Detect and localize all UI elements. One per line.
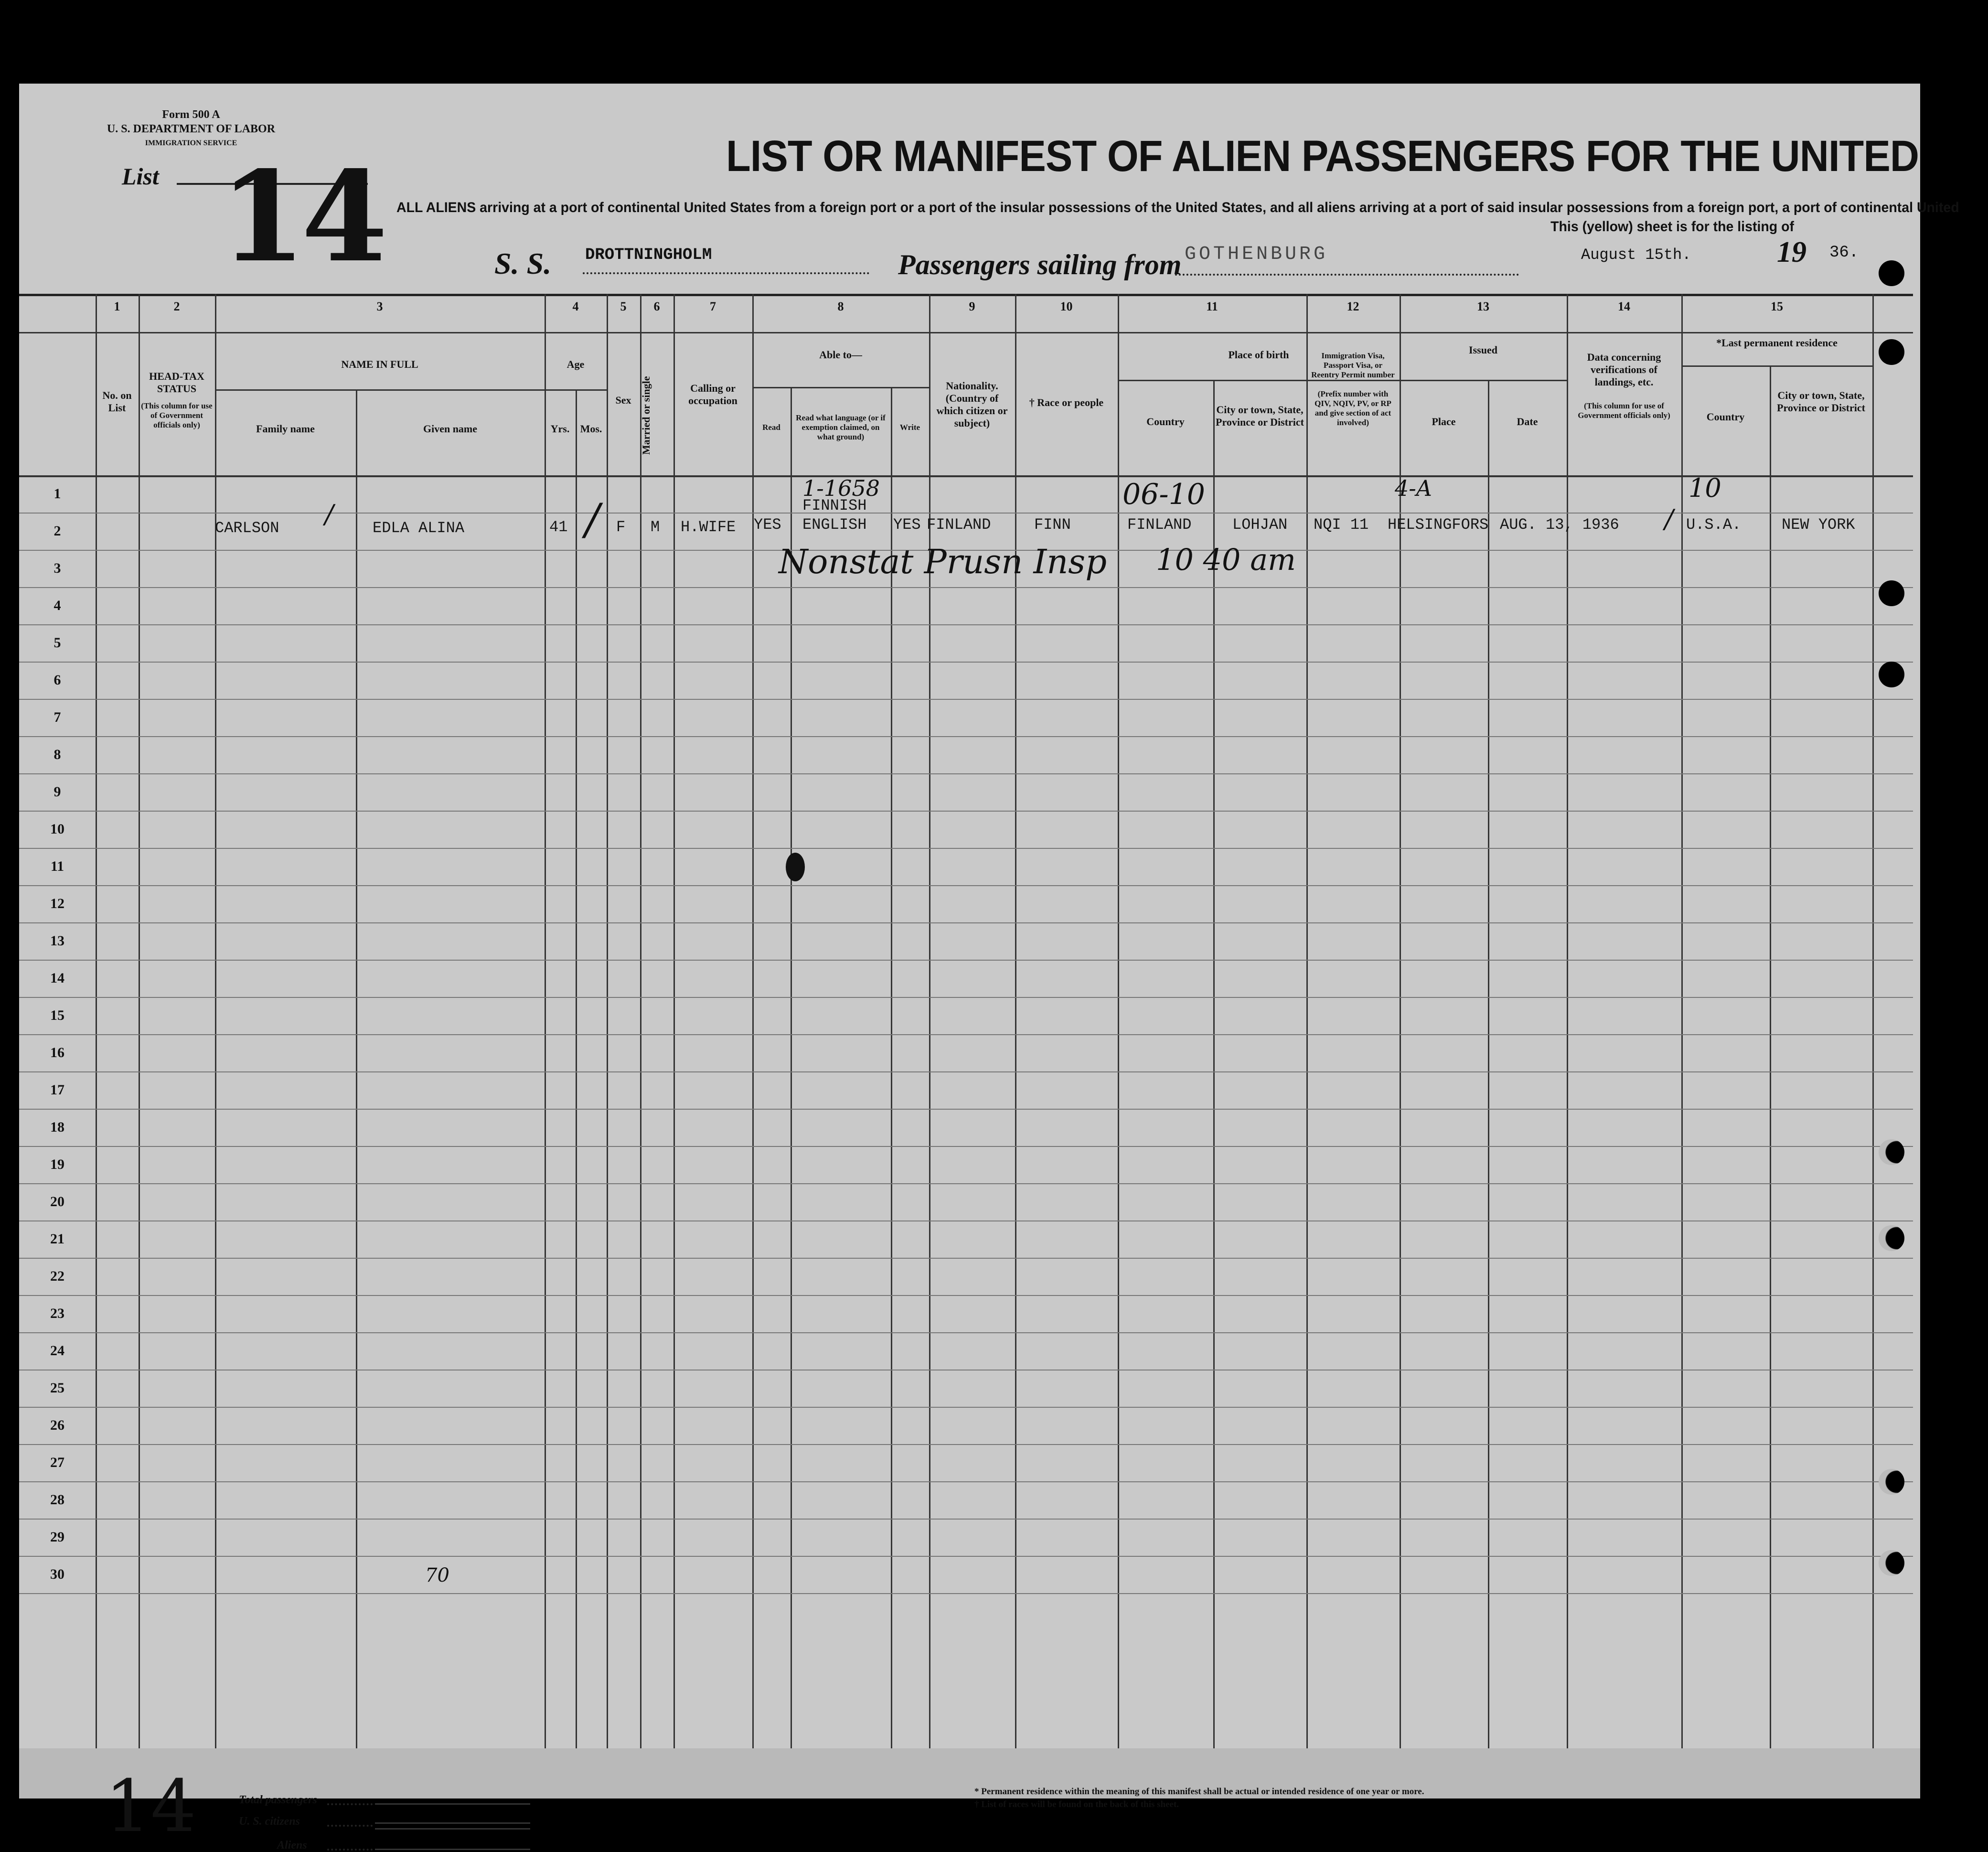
- punch-hole: [1879, 580, 1904, 606]
- list-number: 14: [220, 144, 383, 290]
- row-number: 30: [50, 1566, 64, 1582]
- handwritten-time: 10 40 am: [1156, 542, 1296, 577]
- header-calling: Calling or occupation: [688, 382, 737, 407]
- handwritten-issued-code: 4-A: [1395, 475, 1432, 501]
- row-number: 22: [50, 1268, 64, 1284]
- column-number: 11: [1206, 300, 1218, 313]
- row-rule: [19, 997, 1913, 998]
- entry-residence-country: U.S.A.: [1686, 516, 1742, 534]
- subtext-line-2: This (yellow) sheet is for the listing of: [1550, 219, 1794, 235]
- column-rule: [1567, 294, 1568, 1748]
- year-prefix: 19: [1777, 236, 1806, 268]
- row-number: 16: [50, 1045, 64, 1060]
- entry-sex: F: [616, 518, 626, 536]
- birth-subheader-rule: [1118, 380, 1400, 381]
- column-number: 9: [969, 300, 975, 313]
- column-rule: [929, 294, 930, 1748]
- row-number: 18: [50, 1119, 64, 1135]
- entry-issued-place: HELSINGFORS: [1388, 516, 1489, 534]
- entry-read: YES: [754, 516, 781, 534]
- row-number: 20: [50, 1194, 64, 1210]
- handwritten-tick: /: [325, 499, 334, 529]
- column-rule: [1213, 380, 1215, 1748]
- row-rule: [19, 1071, 1913, 1072]
- service-name: IMMIGRATION SERVICE: [145, 139, 237, 147]
- column-rule: [356, 389, 357, 1748]
- header-married-single: Married or single: [640, 376, 652, 455]
- issued-subheader-rule: [1400, 380, 1567, 381]
- age-subheader-rule: [545, 389, 607, 391]
- row-rule: [19, 513, 1913, 514]
- title-subtext: [396, 198, 1959, 236]
- column-rule: [139, 294, 140, 1748]
- row-number: 9: [53, 784, 61, 800]
- row-number: 23: [50, 1306, 64, 1321]
- header-nationality: Nationality. (Country of which citizen or subject): [936, 380, 1008, 429]
- column-number: 7: [710, 300, 716, 313]
- entry-occupation: H.WIFE: [681, 518, 736, 536]
- column-number: 15: [1771, 300, 1783, 313]
- form-number: Form 500 A: [162, 108, 220, 121]
- row-number: 25: [50, 1380, 64, 1396]
- column-rule: [1681, 294, 1683, 1748]
- row-number: 17: [50, 1082, 64, 1098]
- entry-visa: NQI 11: [1314, 516, 1369, 534]
- column-number: 14: [1618, 300, 1630, 313]
- handwritten-tick: /: [1665, 504, 1674, 534]
- row-rule: [19, 1407, 1913, 1408]
- row-rule: [19, 1109, 1913, 1110]
- footnote-residence: * Permanent residence within the meaning of this manifest shall be actual or intended residence of one year or more.: [974, 1787, 1424, 1797]
- punch-hole: [1879, 662, 1904, 687]
- row-rule: [19, 960, 1913, 961]
- row-number: 2: [53, 523, 61, 539]
- footer-dots: [327, 1803, 373, 1805]
- footer-strip: [19, 1748, 1920, 1798]
- header-issued-place: Place: [1432, 416, 1456, 428]
- entry-residence-city: NEW YORK: [1782, 516, 1855, 534]
- column-rule: [1770, 365, 1771, 1748]
- row-number: 6: [53, 672, 61, 688]
- row-number: 13: [50, 933, 64, 949]
- row-rule: [19, 736, 1913, 737]
- header-no-on-list: No. on List: [102, 389, 132, 414]
- column-rule: [673, 294, 675, 1748]
- us-citizens-label: U. S. citizens: [239, 1815, 300, 1828]
- column-number-rule: [19, 332, 1913, 333]
- footnote-races: † List of races will be found on the back of this sheet.: [974, 1799, 1179, 1809]
- column-number: 2: [173, 300, 180, 313]
- row-number: 11: [50, 858, 64, 874]
- footer-line: [375, 1822, 530, 1824]
- header-read-language: Read what language (or if exemption claimed, on what ground): [796, 413, 886, 441]
- column-rule: [1015, 294, 1016, 1748]
- header-family-name: Family name: [256, 423, 315, 435]
- row-rule: [19, 1556, 1913, 1557]
- column-number: 13: [1477, 300, 1489, 313]
- entry-race: FINN: [1034, 516, 1071, 534]
- row-rule: [19, 624, 1913, 625]
- header-last-residence: *Last permanent residence: [1716, 337, 1838, 349]
- row-number: 29: [50, 1529, 64, 1545]
- header-sex: Sex: [615, 394, 631, 406]
- footer-dots: [327, 1825, 373, 1827]
- port-rule: [1175, 274, 1519, 276]
- header-given-name: Given name: [423, 423, 478, 435]
- row-number: 4: [53, 598, 61, 613]
- row-rule: [19, 1519, 1913, 1520]
- column-number: 4: [572, 300, 579, 313]
- year-suffix: 36.: [1829, 244, 1859, 262]
- header-age-months: Mos.: [580, 423, 602, 435]
- row-rule: [19, 1258, 1913, 1259]
- departure-port: GOTHENBURG: [1185, 244, 1328, 265]
- column-rule: [1400, 294, 1401, 1748]
- header-residence-city: City or town, State, Province or District: [1777, 389, 1865, 414]
- able-subheader-rule: [752, 387, 929, 388]
- row-rule: [19, 773, 1913, 774]
- row-rule: [19, 587, 1913, 588]
- row-rule: [19, 1481, 1913, 1482]
- department-name: U. S. DEPARTMENT OF LABOR: [107, 123, 276, 135]
- column-rule: [545, 294, 546, 1748]
- column-number: 5: [620, 300, 627, 313]
- ship-name: DROTTNINGHOLM: [585, 246, 712, 264]
- entry-birth-country: FINLAND: [1127, 516, 1192, 534]
- header-bottom-rule: [19, 475, 1913, 477]
- row-rule: [19, 1220, 1913, 1221]
- sailing-date: August 15th.: [1581, 246, 1691, 264]
- residence-subheader-rule: [1681, 365, 1872, 367]
- header-write: Write: [899, 423, 920, 432]
- row-rule: [19, 1183, 1913, 1184]
- header-issued: Issued: [1469, 344, 1497, 356]
- header-residence-country: Country: [1706, 411, 1745, 423]
- column-rule: [576, 389, 577, 1748]
- total-passengers-label: Total passengers: [239, 1794, 317, 1806]
- list-label: List: [122, 163, 159, 190]
- header-visa: Immigration Visa, Passport Visa, or Reentry Permit number: [1311, 351, 1395, 379]
- column-rule: [1306, 294, 1308, 1748]
- handwritten-residence-code: 10: [1689, 473, 1721, 503]
- entry-issued-date: AUG. 13, 1936: [1500, 516, 1619, 534]
- header-able-to: Able to—: [819, 349, 862, 361]
- row-rule: [19, 1034, 1913, 1035]
- footer-line: [375, 1803, 530, 1805]
- row-number: 15: [50, 1007, 64, 1023]
- row-number: 24: [50, 1343, 64, 1359]
- row-number: 12: [50, 896, 64, 911]
- punch-hole: [1879, 1225, 1904, 1251]
- row-rule: [19, 922, 1913, 923]
- handwritten-language-code: 1-1658: [802, 475, 880, 501]
- row-number: 21: [50, 1231, 64, 1247]
- name-subheader-rule: [215, 389, 545, 391]
- punch-hole: [1879, 1550, 1904, 1576]
- row-number: 14: [50, 970, 64, 986]
- entry-given-name: EDLA ALINA: [373, 519, 465, 537]
- row-rule: [19, 662, 1913, 663]
- entry-write: YES: [893, 516, 921, 534]
- punch-hole: [1879, 339, 1904, 365]
- page-title: LIST OR MANIFEST OF ALIEN PASSENGERS FOR THE UNITED: [726, 132, 1919, 181]
- header-issued-date: Date: [1517, 416, 1538, 428]
- row-rule: [19, 1444, 1913, 1445]
- column-rule: [1118, 294, 1119, 1748]
- column-number: 12: [1347, 300, 1359, 313]
- header-head-tax-note: (This column for use of Government officials only): [141, 401, 213, 429]
- header-age: Age: [566, 358, 585, 370]
- manifest-sheet: [19, 84, 1959, 1852]
- footer-line: [375, 1828, 530, 1830]
- row-rule: [19, 1146, 1913, 1147]
- handwritten-number: 70: [425, 1564, 449, 1586]
- column-rule: [640, 294, 641, 1748]
- row-rule: [19, 1593, 1913, 1594]
- row-number: 10: [50, 821, 64, 837]
- column-number: 6: [653, 300, 660, 313]
- punch-hole: [1879, 260, 1904, 286]
- column-rule: [1872, 294, 1874, 1748]
- column-number: 1: [114, 300, 120, 313]
- header-head-tax: HEAD-TAX STATUS: [149, 370, 204, 395]
- handwritten-footer-number: 14: [105, 1765, 196, 1848]
- row-number: 26: [50, 1417, 64, 1433]
- header-race: † Race or people: [1029, 396, 1104, 408]
- column-rule: [791, 387, 792, 1748]
- header-place-of-birth: Place of birth: [1228, 349, 1289, 361]
- row-rule: [19, 848, 1913, 849]
- row-rule: [19, 1332, 1913, 1333]
- column-rule: [607, 294, 608, 1748]
- header-birth-country: Country: [1146, 416, 1185, 428]
- ink-smudge: [786, 853, 805, 881]
- entry-language-1: FINNISH: [802, 497, 867, 514]
- row-rule: [19, 811, 1913, 812]
- sailing-label: Passengers sailing from: [898, 249, 1182, 280]
- entry-language-2: ENGLISH: [802, 516, 867, 534]
- footer-line: [375, 1849, 530, 1850]
- header-visa-note: (Prefix number with QIV, NQIV, PV, or RP and give section of act involved): [1315, 389, 1391, 427]
- column-rule: [1488, 380, 1489, 1748]
- entry-birth-city: LOHJAN: [1232, 516, 1288, 534]
- row-rule: [19, 1295, 1913, 1296]
- column-rule: [891, 387, 892, 1748]
- handwritten-tick: /: [585, 494, 600, 545]
- header-age-years: Yrs.: [550, 423, 570, 435]
- row-rule: [19, 885, 1913, 886]
- row-number: 7: [53, 709, 61, 725]
- header-verifications: Data concerning verifications of landings, etc.: [1587, 351, 1661, 388]
- header-read: Read: [762, 423, 780, 432]
- ship-rule: [583, 272, 869, 274]
- entry-nationality: FINLAND: [927, 516, 991, 534]
- subtext-line-1: ALL ALIENS arriving at a port of continental United States from a foreign port or a port of the insular possessions of the United States, and all aliens arriving at a port of said insular possessions from a foreign port, a port of continental United: [396, 200, 1959, 215]
- row-number: 1: [53, 486, 61, 502]
- header-verifications-note: (This column for use of Government officials only): [1578, 401, 1670, 420]
- column-rule: [215, 294, 216, 1748]
- handwritten-inspector-note: Nonstat Prusn Insp: [779, 542, 1107, 581]
- footer-dots: [327, 1849, 373, 1851]
- punch-hole: [1879, 1469, 1904, 1495]
- header-birth-city: City or town, State, Province or District: [1216, 404, 1304, 428]
- entry-marital: M: [651, 518, 660, 536]
- row-number: 19: [50, 1156, 64, 1172]
- row-number: 27: [50, 1455, 64, 1470]
- column-rule: [752, 294, 754, 1748]
- header-name-in-full: NAME IN FULL: [341, 358, 418, 370]
- entry-family-name: CARLSON: [215, 519, 279, 537]
- row-number: 8: [53, 747, 61, 762]
- column-rule: [96, 294, 97, 1748]
- entry-age-years: 41: [549, 518, 568, 536]
- ship-label: S. S.: [494, 246, 552, 280]
- handwritten-birth-code: 06-10: [1122, 478, 1205, 511]
- row-number: 28: [50, 1492, 64, 1508]
- row-rule: [19, 699, 1913, 700]
- row-number: 5: [53, 635, 61, 651]
- punch-hole: [1879, 1139, 1904, 1165]
- aliens-label: Aliens: [277, 1839, 307, 1852]
- column-number: 10: [1060, 300, 1073, 313]
- row-number: 3: [53, 560, 61, 576]
- column-number: 3: [376, 300, 383, 313]
- column-number: 8: [837, 300, 844, 313]
